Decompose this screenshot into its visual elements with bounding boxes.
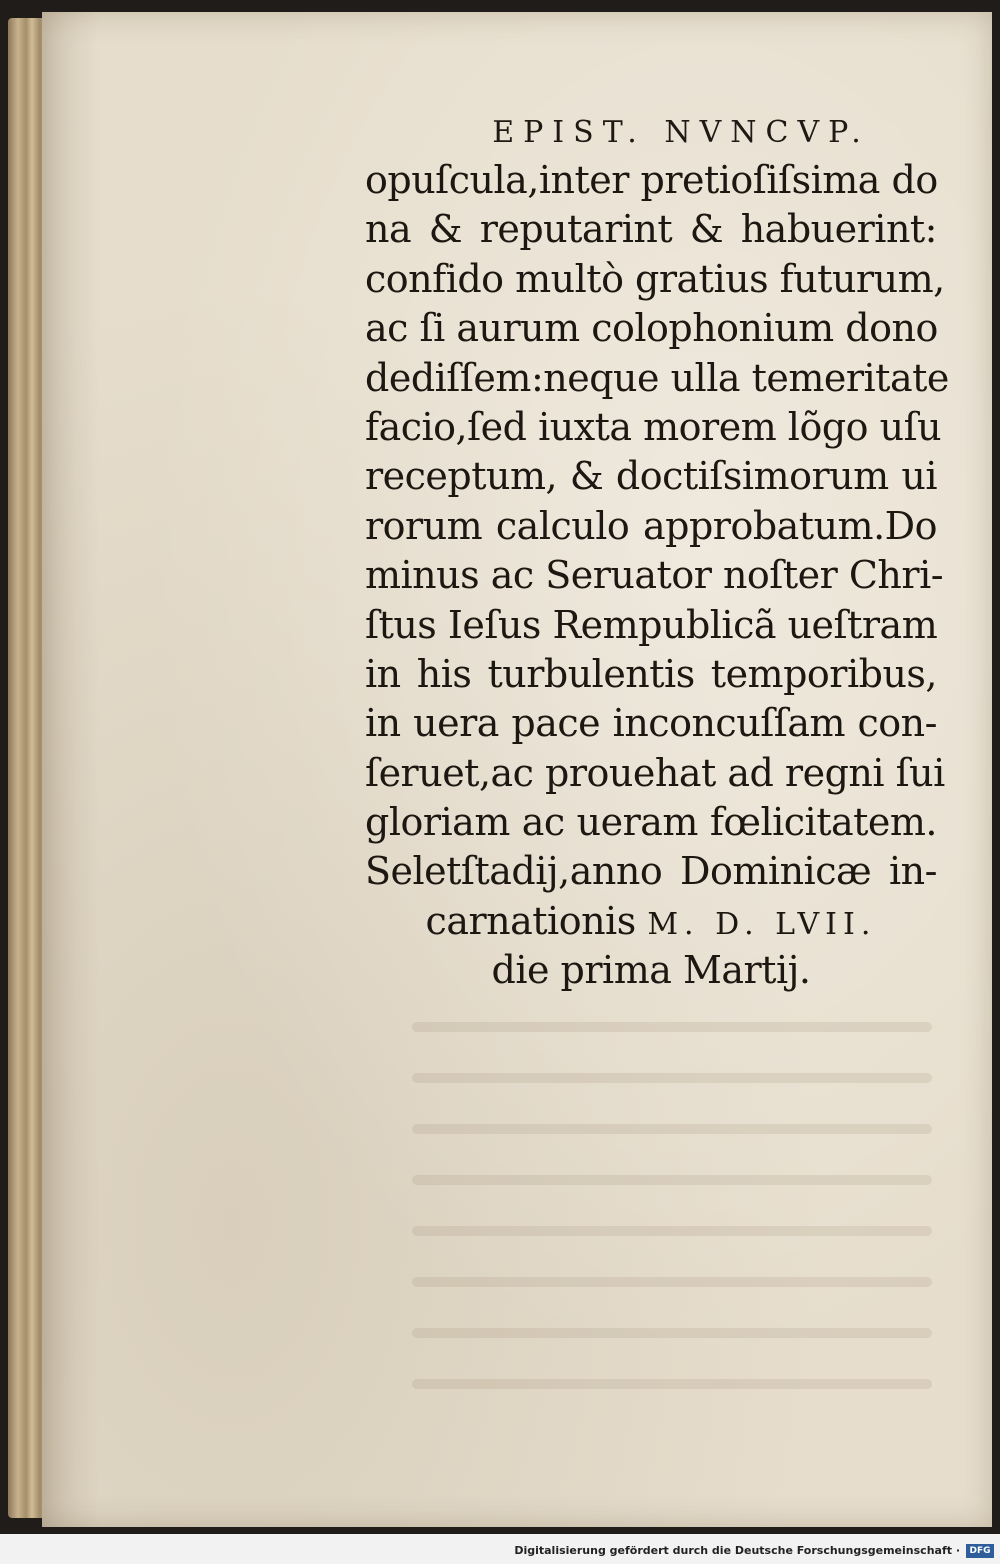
text-line: facio,ſed iuxta morem lõgo uſu [365, 404, 942, 449]
text-line: rorum calculo approbatum.Do [365, 503, 937, 548]
text-line: ſeruet,ac prouehat ad regni ſui [365, 750, 945, 795]
text-line: minus ac Seruator noſter Chri- [365, 553, 944, 598]
running-head: EPIST. NVNCVP. [492, 115, 870, 150]
text-line: in his turbulentis temporibus, [365, 651, 937, 696]
text-line: ac ſi aurum colophonium dono [365, 306, 938, 351]
text-line: confido multò gratius futurum, [365, 256, 945, 301]
text-line: receptum, & doctiſsimorum ui [365, 454, 937, 499]
dfg-logo-icon: DFG [966, 1544, 994, 1558]
footer-credit: Digitalisierung gefördert durch die Deutsche Forschungsgemeinschaft · [514, 1544, 960, 1557]
text-line: gloriam ac ueram fœlicitatem. [365, 800, 937, 845]
text-line: na & reputarint & habuerint: [365, 207, 937, 252]
text-line: Seletſtadij,anno Dominicæ in- [365, 849, 937, 894]
footer-bar [0, 1534, 1000, 1564]
closing-line-final: die prima Martij. [491, 948, 811, 993]
text-line: opuſcula,inter pretioſiſsima do [365, 158, 938, 202]
text-block [365, 110, 949, 996]
closing-date: M. D. LVII. [647, 906, 877, 942]
closing-text: carnationis [425, 898, 636, 943]
bleed-through [412, 1022, 932, 1430]
text-line: dediſſem:neque ulla temeritate [365, 355, 949, 400]
text-line: in uera pace inconcuſſam con- [365, 701, 937, 746]
text-line: ſtus Ieſus Rempublicã ueſtram [365, 602, 938, 647]
closing-line [365, 897, 937, 946]
